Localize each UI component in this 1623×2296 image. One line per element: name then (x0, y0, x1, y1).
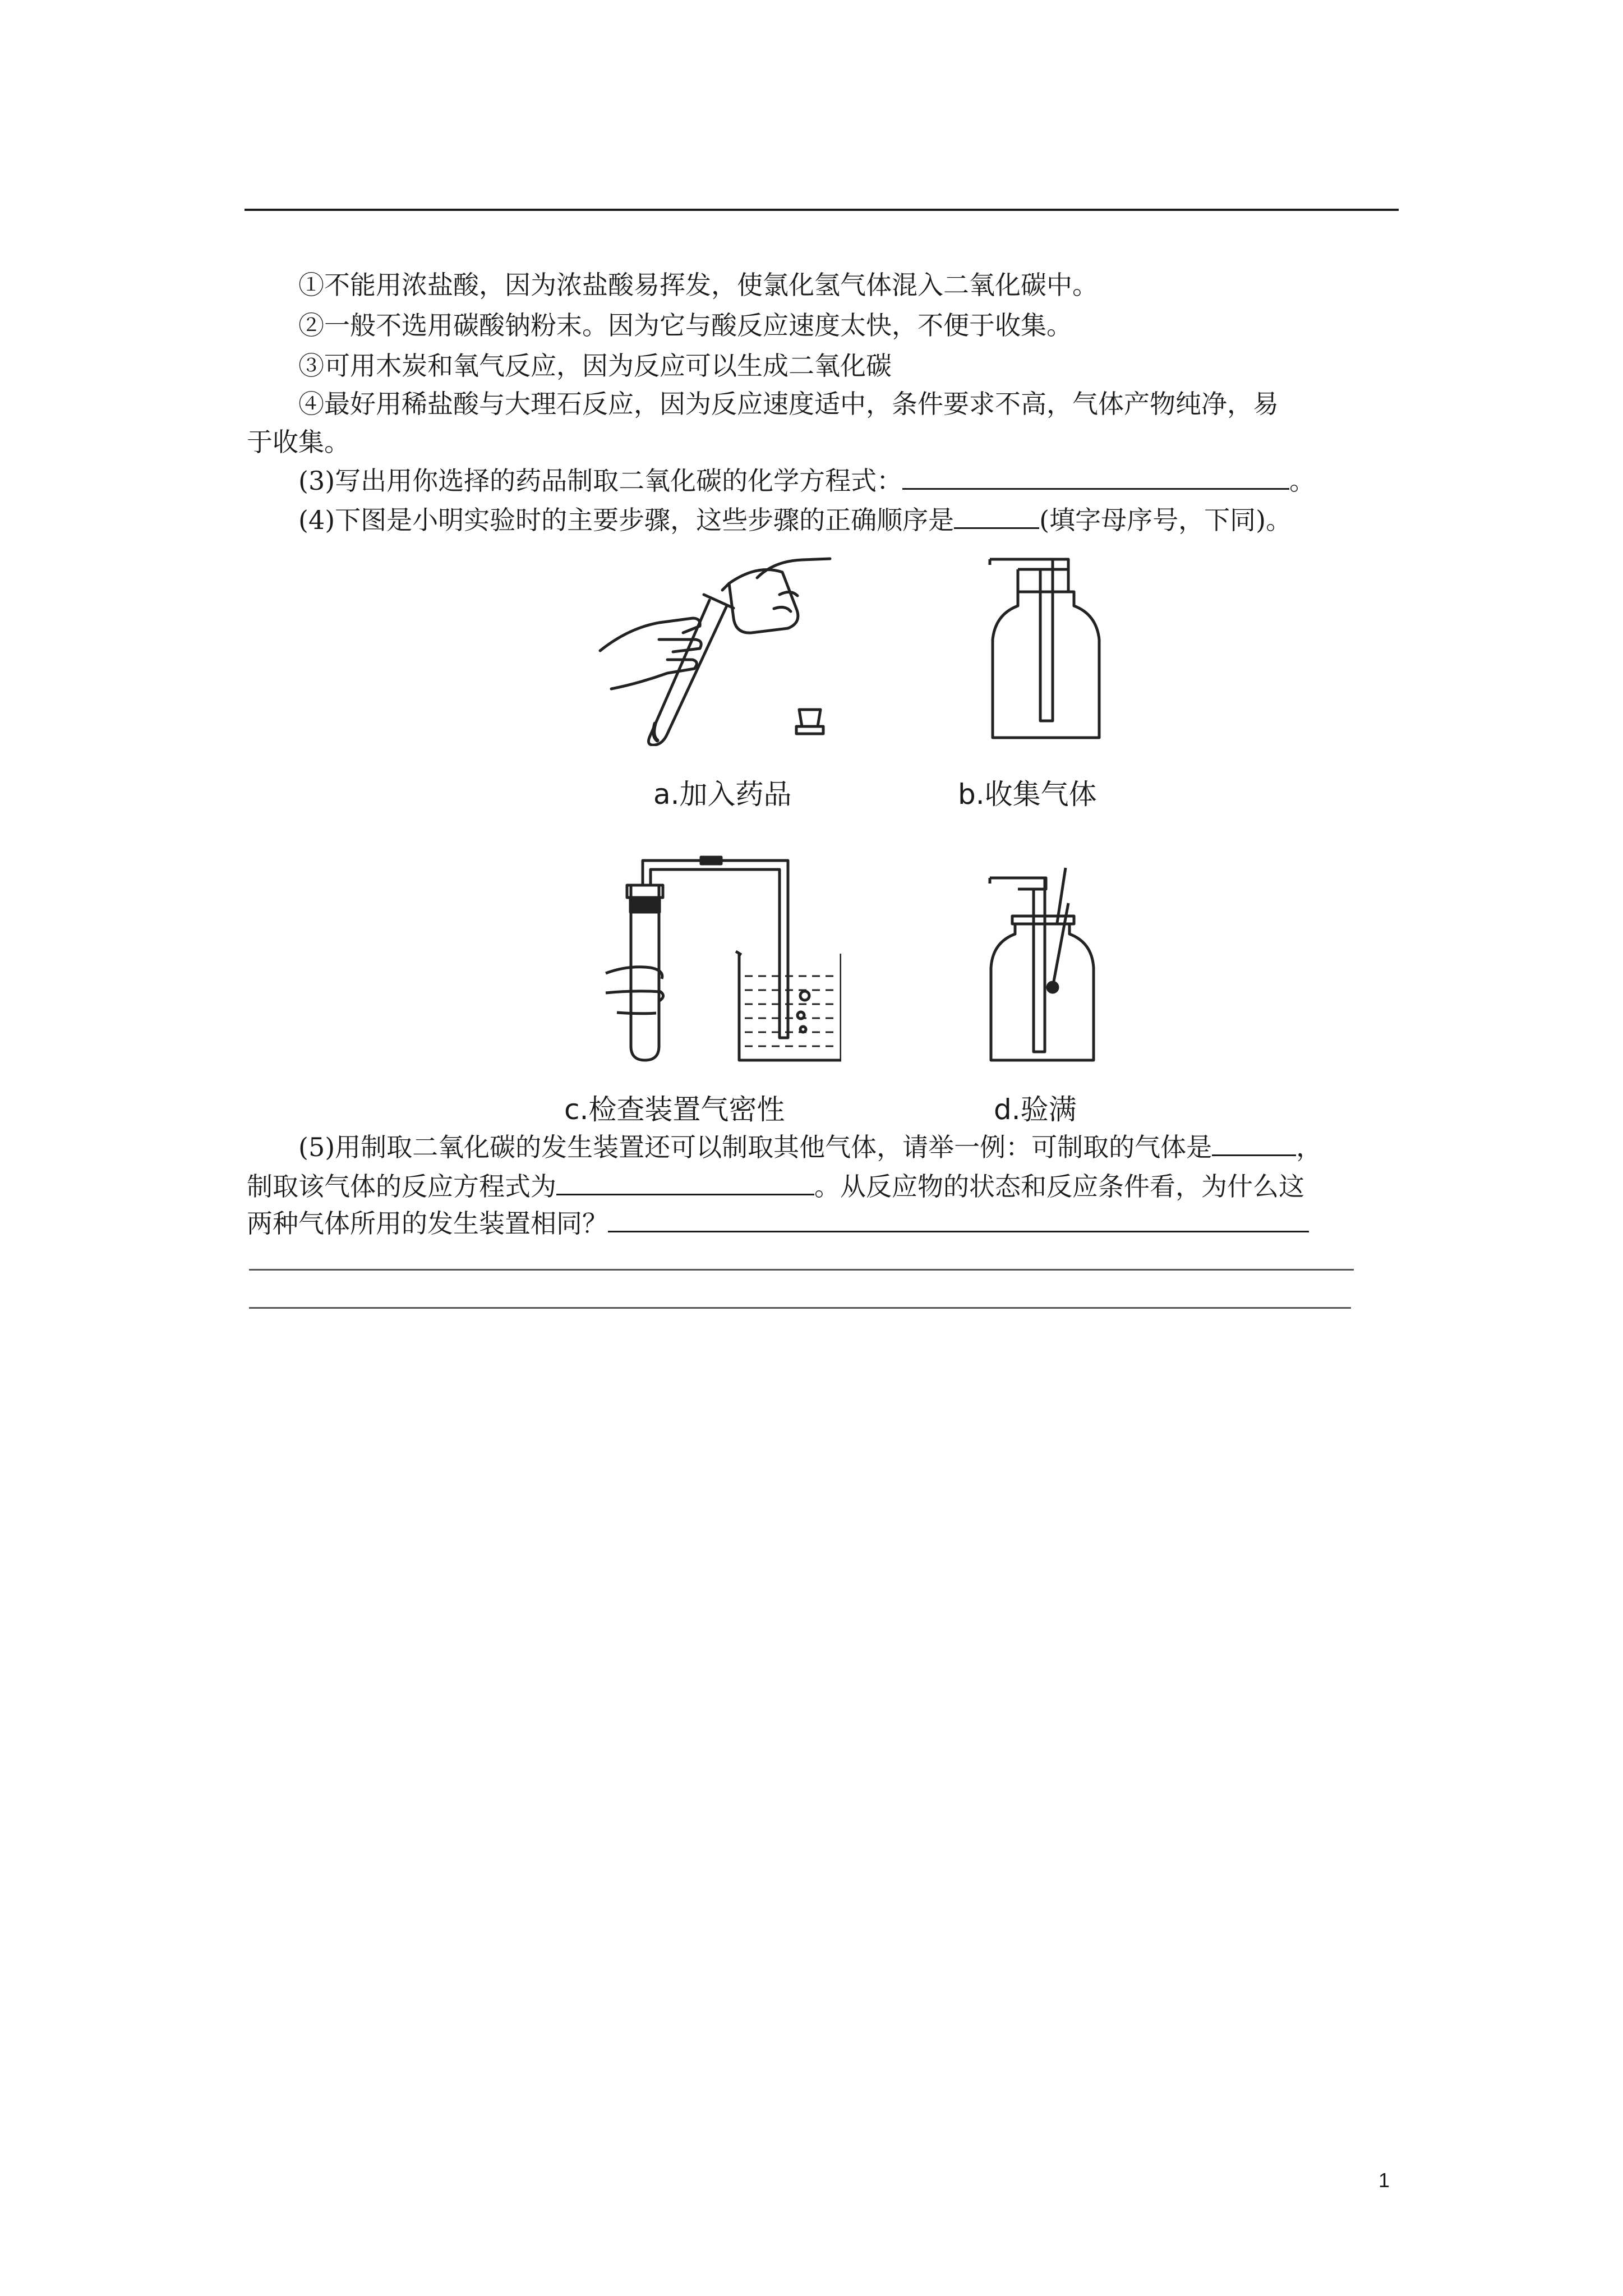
header-rule (245, 209, 1399, 211)
caption-c: c.检查装置气密性 (564, 1093, 785, 1126)
option-1: ①不能用浓盐酸，因为浓盐酸易挥发，使氯化氢气体混入二氧化碳中。 (298, 270, 1098, 300)
answer-blank-3[interactable] (902, 463, 1289, 490)
answer-blank-5c[interactable] (608, 1206, 1309, 1232)
question-5-cont-2: 两种气体所用的发生装置相同？ (247, 1206, 1309, 1240)
question-5-cont: 制取该气体的反应方程式为 。从反应物的状态和反应条件看，为什么这 (247, 1169, 1304, 1203)
question-4-text: (4)下图是小明实验时的主要步骤，这些步骤的正确顺序是 (298, 505, 955, 535)
beaker-icon (729, 570, 798, 633)
gas-bottle-icon (993, 592, 1099, 738)
figure-a-adding-reagents (589, 555, 858, 746)
option-4-cont: 于收集。 (247, 427, 350, 457)
caption-d: d.验满 (994, 1093, 1077, 1126)
answer-blank-5b[interactable] (556, 1169, 814, 1195)
answer-line-1[interactable] (249, 1269, 1354, 1271)
question-3: (3)写出用你选择的药品制取二氧化碳的化学方程式： 。 (298, 463, 1315, 498)
option-2: ②一般不选用碳酸钠粉末。因为它与酸反应速度太快，不便于收集。 (298, 310, 1072, 341)
stopper-icon (796, 710, 823, 734)
option-3: ③可用木炭和氧气反应，因为反应可以生成二氧化碳 (298, 351, 892, 381)
gas-bottle-icon (991, 924, 1094, 1060)
answer-line-2[interactable] (249, 1307, 1351, 1309)
caption-a: a.加入药品 (653, 778, 792, 811)
question-5-text: (5)用制取二氧化碳的发生装置还可以制取其他气体，请举一例：可制取的气体是 (298, 1132, 1212, 1162)
question-3-text: (3)写出用你选择的药品制取二氧化碳的化学方程式： (298, 466, 903, 496)
question-4: (4)下图是小明实验时的主要步骤，这些步骤的正确顺序是 (填字母序号，下同)。 (298, 503, 1292, 537)
bubble-icon (800, 991, 809, 1000)
hand-icon (606, 967, 663, 1014)
figure-d-verifying-full (984, 867, 1119, 1069)
figure-c-checking-airtightness (594, 853, 841, 1066)
page-number: 1 (1378, 2169, 1390, 2192)
question-5: (5)用制取二氧化碳的发生装置还可以制取其他气体，请举一例：可制取的气体是 ， (298, 1130, 1322, 1164)
answer-blank-4[interactable] (954, 503, 1039, 529)
option-4: ④最好用稀盐酸与大理石反应，因为反应速度适中，条件要求不高，气体产物纯净，易 (298, 389, 1279, 419)
caption-b: b.收集气体 (958, 778, 1097, 811)
answer-blank-5a[interactable] (1212, 1130, 1296, 1156)
figure-b-collecting-gas (984, 553, 1108, 743)
